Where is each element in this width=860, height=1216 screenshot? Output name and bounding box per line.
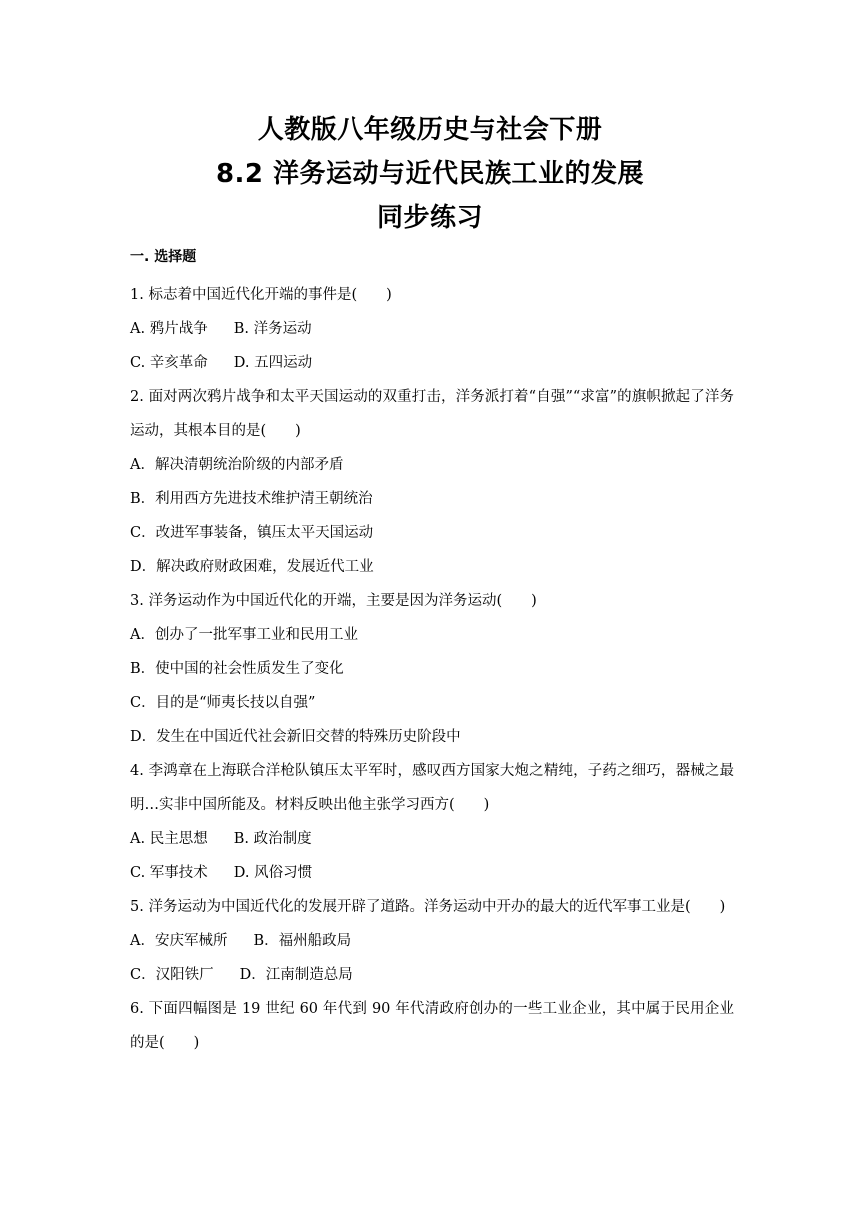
question-6 [130,992,734,1060]
question-1 [130,278,734,380]
question-stem: 2. 面对两次鸦片战争和太平天国运动的双重打击，洋务派打着“自强”“求富”的旗帜掀起了洋务运动，其根本目的是( ) [130,389,734,439]
option-row [130,822,734,856]
option-row [130,346,734,380]
option-a: A. 鸦片战争 [130,321,208,337]
option-c: C. 辛亥革命 [130,355,208,371]
option-c: C．汉阳铁厂 [130,967,214,983]
title-line-3: 同步练习 [376,203,483,233]
option-b: B. 政治制度 [233,831,312,847]
question-stem: 1. 标志着中国近代化开端的事件是( ) [130,287,392,303]
option-b: B. 洋务运动 [233,321,312,337]
option-c: C. 军事技术 [130,865,208,881]
section-heading: 一. 选择题 [130,249,197,265]
question-3 [130,584,734,754]
option-b: B．福州船政局 [253,933,352,949]
question-4 [130,754,734,890]
option-a: A．创办了一批军事工业和民用工业 [130,627,358,643]
question-stem: 5. 洋务运动为中国近代化的发展开辟了道路。洋务运动中开办的最大的近代军事工业是( ) [130,899,726,915]
title-line-2: 8.2 洋务运动与近代民族工业的发展 [215,159,645,189]
option-c: C．改进军事装备，镇压太平天国运动 [130,525,374,541]
question-2 [130,380,734,584]
option-b: B．使中国的社会性质发生了变化 [130,661,344,677]
option-row [130,312,734,346]
option-a: A. 民主思想 [130,831,208,847]
option-d: D. 五四运动 [233,355,313,371]
option-c: C．目的是“师夷长技以自强” [130,695,316,711]
option-d: D．江南制造总局 [239,967,353,983]
question-stem: 6. 下面四幅图是 19 世纪 60 年代到 90 年代清政府创办的一些工业企业，其中属于民用企业的是( ) [130,1001,734,1051]
document-title [0,108,860,240]
option-row [130,958,734,992]
option-d: D. 风俗习惯 [233,865,313,881]
option-d: D．发生在中国近代社会新旧交替的特殊历史阶段中 [130,729,461,745]
question-stem: 3. 洋务运动作为中国近代化的开端，主要是因为洋务运动( ) [130,593,537,609]
question-5 [130,890,734,992]
option-d: D．解决政府财政困难，发展近代工业 [130,559,374,575]
option-b: B．利用西方先进技术维护清王朝统治 [130,491,373,507]
option-row [130,924,734,958]
title-line-1: 人教版八年级历史与社会下册 [257,115,603,145]
question-stem: 4. 李鸿章在上海联合洋枪队镇压太平军时，感叹西方国家大炮之精纯，子药之细巧，器械之最明…实非中国所能及。材料反映出他主张学习西方( ) [130,763,734,813]
option-row [130,856,734,890]
option-a: A．安庆军械所 [130,933,228,949]
option-a: A．解决清朝统治阶级的内部矛盾 [130,457,344,473]
exercise-content [130,244,734,1060]
